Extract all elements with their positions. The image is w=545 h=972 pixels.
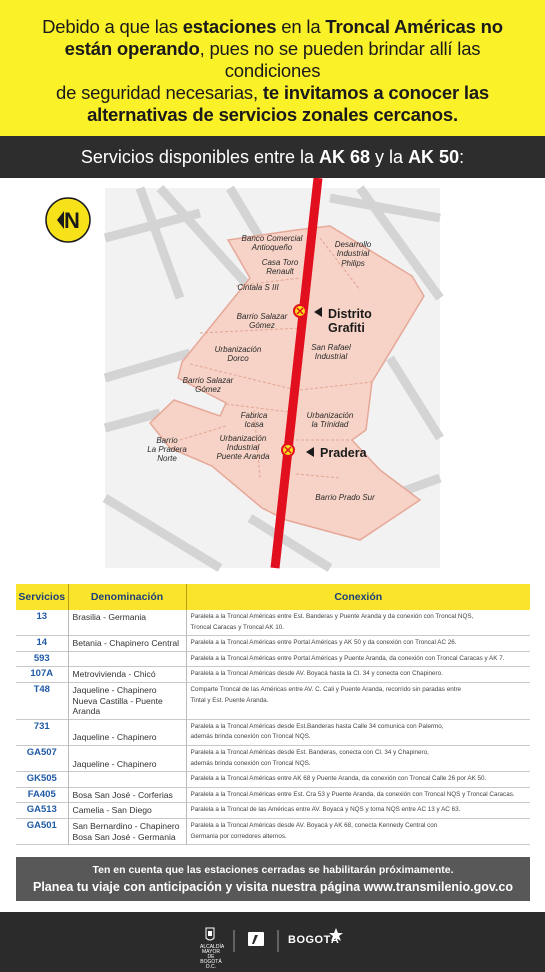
service-connection: Paralela a la Troncal Américas entre Portal Américas y Puente Aranda, da conexión con Troncal Caracas y AK 7. (186, 651, 530, 667)
north-letter: N (64, 208, 80, 233)
area-label: Fabrica (240, 411, 268, 420)
notice-line-2: Planea tu viaje con anticipación y visita nuestra página www.transmilenio.gov.co (33, 880, 513, 894)
service-name: Jaqueline - Chapinero (68, 719, 186, 745)
footer-bar (0, 912, 545, 972)
area-label: Industrial (226, 443, 260, 452)
service-name (68, 772, 186, 788)
service-name: Metrovivienda - Chicó (68, 667, 186, 683)
table-row (16, 610, 530, 636)
area-label: Urbanización (306, 411, 354, 420)
station-distrito-grafiti-icon (294, 305, 306, 317)
station-label: Grafiti (328, 321, 365, 335)
notice-banner (16, 857, 530, 901)
area-label: Renault (266, 267, 294, 276)
service-name: San Bernardino - Chapinero Bosa San José - Germania (68, 818, 186, 844)
area-label: Barrio Salazar (182, 376, 234, 385)
service-code: T48 (33, 683, 50, 695)
table-row (16, 667, 530, 683)
station-label: Distrito (328, 307, 372, 321)
services-table (16, 584, 530, 845)
area-label: Gómez (249, 321, 275, 330)
table-row (16, 772, 530, 788)
table-header-row (16, 584, 530, 610)
service-connection: Comparte Troncal de las Américas entre AV. C. Cali y Puente Aranda, recorrido sin paradas entre Tintal y Est. Puente Aranda. (186, 682, 530, 719)
service-code: 731 (33, 720, 50, 732)
service-connection: Paralela a la Troncal Américas desde Est. Banderas, conecta con Cl. 34 y Chapinero, además brinda conexión con Troncal NQS. (186, 745, 530, 771)
header-line-4: alternativas de servicios zonales cercanos. (87, 104, 458, 125)
area-label: Barrio (156, 436, 178, 445)
service-name: Brasilia - Germania (68, 610, 186, 636)
area-map (0, 178, 545, 578)
area-label: Puente Aranda (216, 452, 270, 461)
area-label: Barrio Salazar (236, 312, 288, 321)
service-connection: Paralela a la Troncal Américas desde AV. Boyacá hasta la Cl. 34 y conecta con Chapinero. (186, 667, 530, 683)
header-line-2: están operando, pues no se pueden brindar allí las condiciones (64, 38, 481, 81)
area-label: Norte (157, 454, 177, 463)
table-row (16, 787, 530, 803)
service-name: Jaqueline - Chapinero (68, 745, 186, 771)
service-connection: Paralela a la Troncal Américas desde AV. Boyacá y AK 68, conecta Kennedy Central con Germania por corredores alternos. (186, 818, 530, 844)
bogota-brand: BOGOTÁ (288, 934, 340, 946)
header-line-1: Debido a que las estaciones en la Troncal Américas no (42, 16, 503, 37)
area-label: Casa Toro (261, 258, 299, 267)
alcaldia-label: ALCALDÍA MAYOR DE BOGOTÁ D.C. (200, 944, 225, 970)
column-header-name: Denominación (68, 584, 186, 610)
service-name (68, 651, 186, 667)
station-label: Pradera (320, 446, 367, 460)
services-subtitle-bar: Servicios disponibles entre la AK 68 y la AK 50: (0, 136, 545, 178)
area-label: Philips (341, 259, 365, 268)
area-label: Dorco (227, 354, 249, 363)
service-connection: Paralela a la Troncal Américas entre AK 68 y Puente Aranda, da conexión con Troncal Calle 26 por AK 50. (186, 772, 530, 788)
table-row (16, 803, 530, 819)
service-code: 593 (33, 652, 50, 664)
footer-logos (200, 926, 350, 970)
area-label: San Rafael (311, 343, 351, 352)
map-svg (0, 178, 545, 578)
area-label: Desarrollo (334, 240, 372, 249)
table-row (16, 651, 530, 667)
header-line-3: de seguridad necesarias, te invitamos a conocer las (56, 82, 489, 103)
area-label: Industrial (336, 249, 370, 258)
service-connection: Paralela a la Troncal Américas desde Est.Banderas hasta Calle 34 comunica con Palermo, además brinda conexión con Troncal NQS. (186, 719, 530, 745)
area-label: Banco Comercial (241, 234, 303, 243)
area-label: la Trinidad (311, 420, 349, 429)
service-code: 107A (30, 668, 54, 680)
column-header-services: Servicios (18, 591, 66, 603)
area-label: Gómez (195, 385, 221, 394)
table-row (16, 682, 530, 719)
area-label: Barrio Prado Sur (315, 493, 375, 502)
notice-line-1: Ten en cuenta que las estaciones cerradas se habilitarán próximamente. (92, 864, 454, 876)
service-connection: Paralela a la Troncal Américas entre Portal Américas y AK 50 y da conexión con Troncal AC 26. (186, 636, 530, 652)
area-label: Icasa (244, 420, 264, 429)
area-label: Urbanización (214, 345, 262, 354)
area-label: Industrial (314, 352, 348, 361)
service-code: GA513 (26, 804, 57, 816)
table-row (16, 719, 530, 745)
area-label: La Pradera (147, 445, 187, 454)
alcaldia-shield-icon (206, 928, 214, 940)
service-code: GK505 (26, 773, 57, 785)
area-label: Cintala S III (237, 283, 279, 292)
service-name: Betania - Chapinero Central (68, 636, 186, 652)
column-header-connection: Conexión (186, 584, 530, 610)
service-connection: Paralela a la Troncal de las Américas entre AV. Boyacá y NQS y toma NQS entre AC 13 y AC 63. (186, 803, 530, 819)
service-code: GA507 (26, 746, 57, 758)
service-connection: Paralela a la Troncal Américas entre Est. Cra 53 y Puente Aranda, da conexión con Troncal NQS y Troncal Caracas. (186, 787, 530, 803)
service-code: 13 (36, 611, 48, 622)
service-connection: Paralela a la Troncal Américas entre Est. Banderas y Puente Aranda y da conexión con Troncal NQS, Troncal Caracas y Troncal AK 10. (186, 610, 530, 636)
service-code: FA405 (27, 788, 56, 800)
service-code: 14 (36, 637, 48, 649)
north-badge (46, 198, 90, 242)
table-row (16, 745, 530, 771)
announcement-header (0, 0, 545, 136)
area-label: Urbanización (219, 434, 267, 443)
service-name: Bosa San José - Corferias (68, 787, 186, 803)
table-row (16, 636, 530, 652)
service-code: GA501 (26, 819, 57, 831)
station-pradera-icon (282, 444, 294, 456)
table-row (16, 818, 530, 844)
area-label: Antioqueño (251, 243, 293, 252)
transmilenio-logo-icon (248, 932, 264, 946)
service-name: Jaqueline - Chapinero Nueva Castilla - Puente Aranda (68, 682, 186, 719)
service-name: Camelia - San Diego (68, 803, 186, 819)
